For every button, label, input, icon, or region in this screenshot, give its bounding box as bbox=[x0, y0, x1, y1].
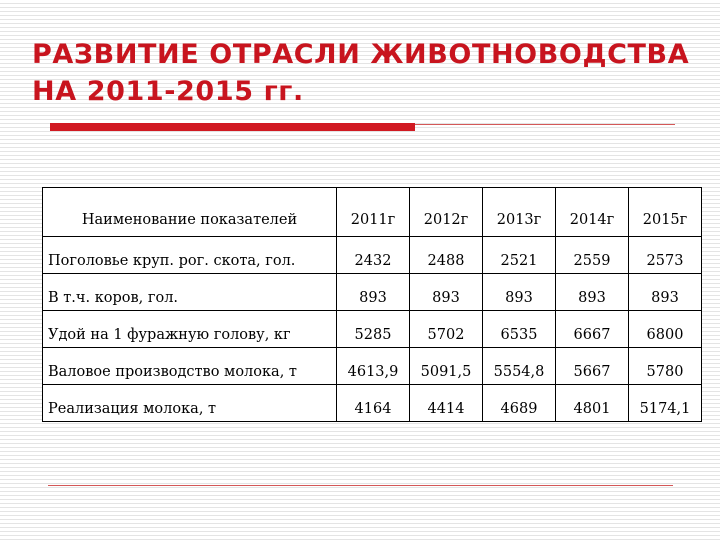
title-underline-thin bbox=[415, 124, 675, 125]
table-cell: 6667 bbox=[556, 311, 629, 348]
table-cell: 2432 bbox=[337, 237, 410, 274]
footer-divider bbox=[48, 485, 673, 486]
table-row bbox=[43, 348, 702, 385]
table-cell: 5780 bbox=[629, 348, 702, 385]
table-cell: 6535 bbox=[483, 311, 556, 348]
table-cell: 4613,9 bbox=[337, 348, 410, 385]
table-cell: 893 bbox=[629, 274, 702, 311]
table-cell: 893 bbox=[337, 274, 410, 311]
table-cell: 5702 bbox=[410, 311, 483, 348]
table-cell: 2573 bbox=[629, 237, 702, 274]
table-cell: 4689 bbox=[483, 385, 556, 422]
header-year-2013: 2013г bbox=[483, 188, 556, 237]
livestock-table bbox=[42, 187, 702, 422]
table-row bbox=[43, 385, 702, 422]
header-indicator-name: Наименование показателей bbox=[43, 188, 337, 237]
header-year-2011: 2011г bbox=[337, 188, 410, 237]
table-cell: 5554,8 bbox=[483, 348, 556, 385]
table-cell: 4164 bbox=[337, 385, 410, 422]
table-cell: 5667 bbox=[556, 348, 629, 385]
table-cell: 4414 bbox=[410, 385, 483, 422]
header-year-2015: 2015г bbox=[629, 188, 702, 237]
table-row bbox=[43, 311, 702, 348]
table-cell: 893 bbox=[410, 274, 483, 311]
header-year-2012: 2012г bbox=[410, 188, 483, 237]
table-cell: 2488 bbox=[410, 237, 483, 274]
table-cell: 4801 bbox=[556, 385, 629, 422]
row-label: Реализация молока, т bbox=[43, 385, 337, 422]
table-cell: 5174,1 bbox=[629, 385, 702, 422]
header-year-2014: 2014г bbox=[556, 188, 629, 237]
table-row bbox=[43, 274, 702, 311]
table-row bbox=[43, 237, 702, 274]
table-cell: 6800 bbox=[629, 311, 702, 348]
row-label: Удой на 1 фуражную голову, кг bbox=[43, 311, 337, 348]
table-cell: 2521 bbox=[483, 237, 556, 274]
table-cell: 893 bbox=[556, 274, 629, 311]
slide-title-line-1: РАЗВИТИЕ ОТРАСЛИ ЖИВОТНОВОДСТВА bbox=[32, 39, 690, 70]
table-cell: 5091,5 bbox=[410, 348, 483, 385]
row-label: В т.ч. коров, гол. bbox=[43, 274, 337, 311]
table-cell: 5285 bbox=[337, 311, 410, 348]
row-label: Валовое производство молока, т bbox=[43, 348, 337, 385]
row-label: Поголовье круп. рог. скота, гол. bbox=[43, 237, 337, 274]
title-underline-thick bbox=[50, 123, 415, 131]
table-header-row bbox=[43, 188, 702, 237]
slide-title-line-2: НА 2011-2015 гг. bbox=[32, 76, 304, 107]
table-cell: 2559 bbox=[556, 237, 629, 274]
slide-title bbox=[32, 36, 702, 110]
table-cell: 893 bbox=[483, 274, 556, 311]
